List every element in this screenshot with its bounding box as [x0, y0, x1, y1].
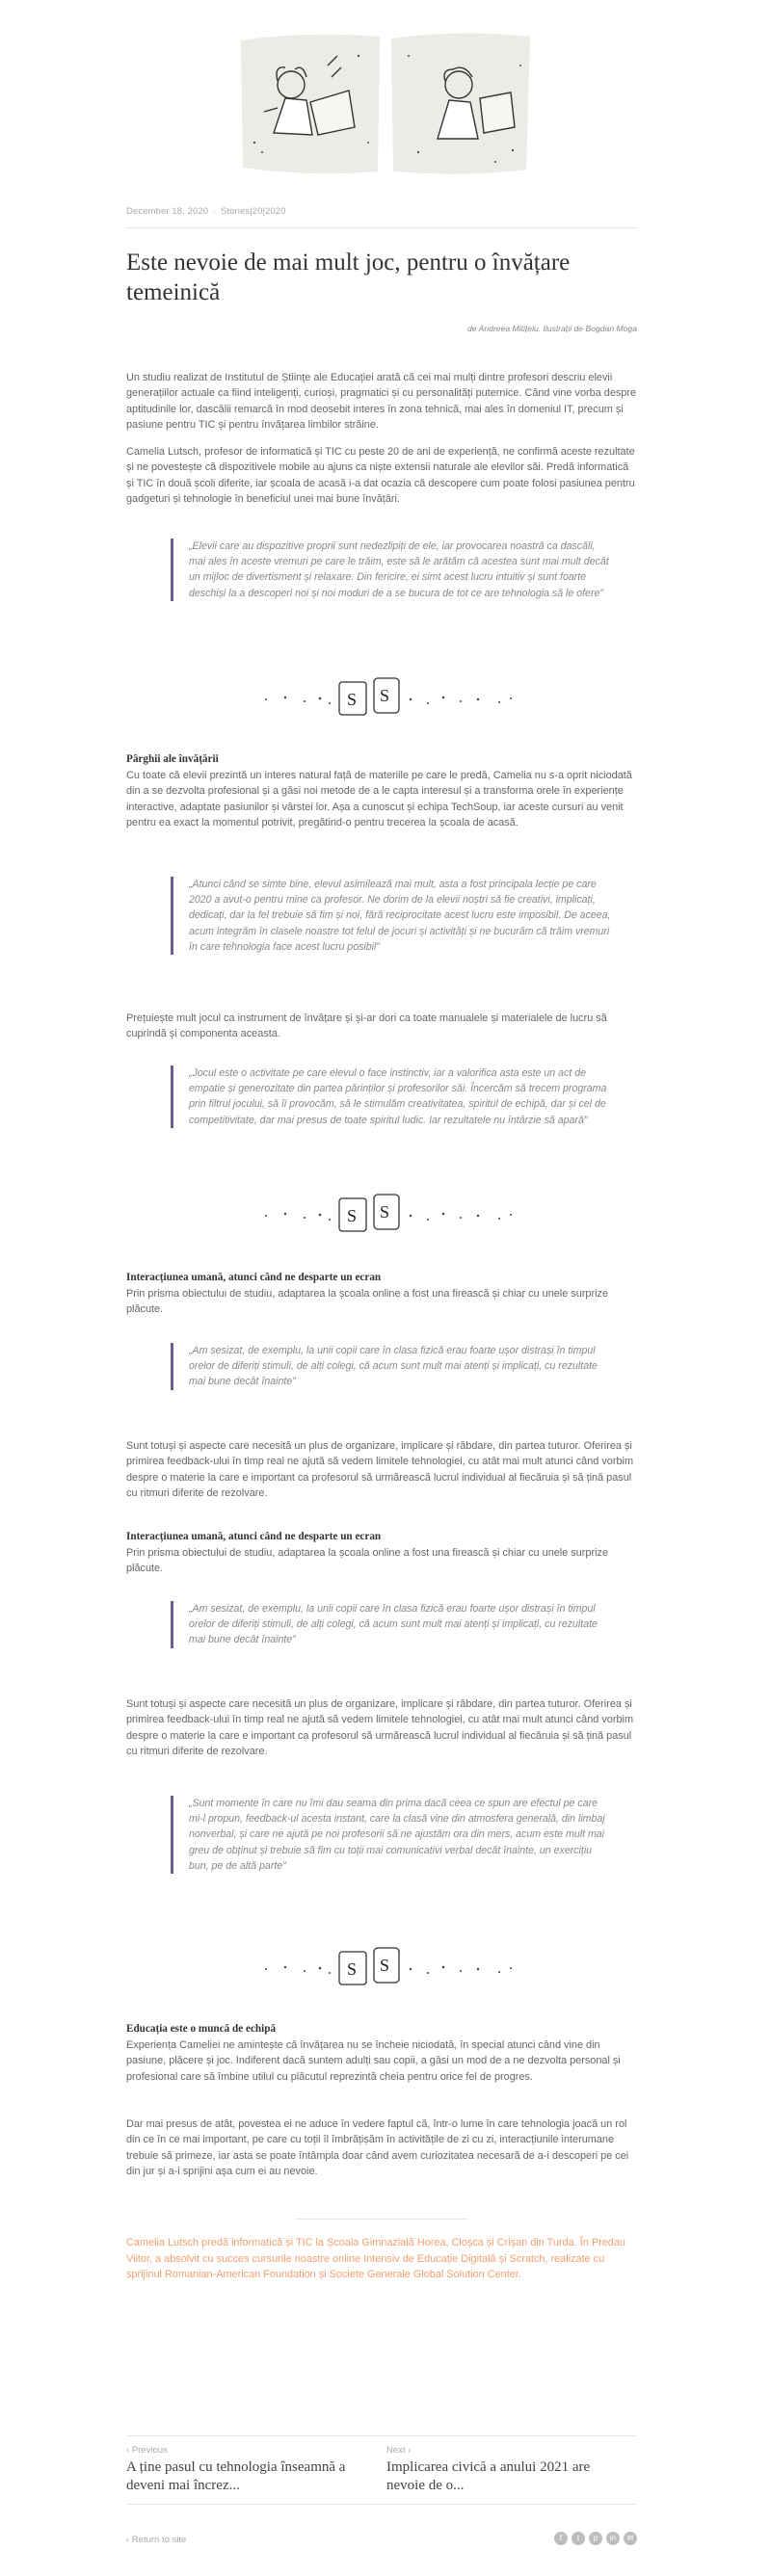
email-icon[interactable]: ✉	[624, 2532, 637, 2545]
divider-line	[295, 2219, 468, 2220]
section-heading: Interacțiunea umană, atunci când ne desparte un ecran	[126, 1272, 382, 1283]
social-links	[554, 2532, 637, 2545]
next-title[interactable]: Implicarea civică a anului 2021 are nevoie de o...	[386, 2459, 591, 2493]
svg-text:S: S	[347, 690, 358, 709]
divider-line	[126, 2435, 637, 2436]
paragraph: Experiența Cameliei ne amintește că învățarea nu se încheie niciodată, în special atunci când vine din pasiune, plăcere și joc. Indiferent dacă suntem adulți sau copii, a găsi un mod de a ne dezvolta personal și profesional care să îmbine utilul cu plăcutul reprezintă cheia pentru orice fel de progres.	[126, 2039, 621, 2083]
meta-separator: ·	[212, 206, 217, 217]
section-heading: Educația este o muncă de echipă	[126, 2023, 277, 2035]
section-heading: Pârghii ale învățării	[126, 753, 219, 765]
paragraph: Sunt totuși și aspecte care necesită un plus de organizare, implicare și răbdare, din partea tuturor. Oferirea și primirea feedback-ului în timp real ne ajută să vedem limitele tehnologiei, cu atât mai mult atunci când vorbim despre o materie la care e important ca profesorul să urmărească lucrul individual al fiecăruia și să țină pasul cu ritmuri diferite de rezolvare.	[126, 1698, 634, 1758]
previous-title[interactable]: A ține pasul cu tehnologia înseamnă a deveni mai încrez...	[126, 2459, 346, 2493]
ornament-divider	[247, 672, 518, 726]
post-date: December 18, 2020	[126, 206, 209, 217]
previous-post-link[interactable]	[126, 2445, 367, 2495]
blockquote: „Sunt momente în care nu îmi dau seama din prima dacă ceea ce spun are efectul pe care mi-l propun, feedback-ul acesta instant, care la clasă vine din atmosfera generală, din limbaj nonverbal, și care ne ajută pe noi profesorii să ne ajustăm ora din mers, acum este mult mai greu de obținut și trebuie să fim cu toții mai comunicativi verbal decât înainte, un exercițiu bun, pe de altă parte”	[171, 1796, 613, 1874]
blockquote: „Jocul este o activitate pe care elevul o face instinctiv, iar a valorifica asta este un act de empatie și generozitate din partea părinților și profesorilor săi. Încercăm să trecem programa prin filtrul jocului, să îi provocăm, să le stimulăm creativitatea, spiritul de echipă, dar și cel de competitivitate, dar mai presus de toate spiritul ludic. Iar rezultatele nu întârzie să apară”	[171, 1065, 613, 1128]
paragraph: Cu toate că elevii prezintă un interes natural față de materiile pe care le predă, Camelia nu s-a oprit niciodată din a se dezvolta profesional și a găsi noi metode de a le capta interesul și a transforma orele în experiențe interactive, adaptate pasiunilor și vârstei lor. Așa a cunoscut și echipa TechSoup, iar aceste cursuri au venit pentru ea exact la momentul potrivit, pregătind-o pentru trecerea la școala de acasă.	[126, 770, 632, 829]
paragraph: Prin prisma obiectului de studiu, adaptarea la școala online a fost una firească și chiar cu unele surprize plăcute.	[126, 1288, 609, 1316]
return-to-site-link[interactable]: ‹ Return to site	[126, 2535, 187, 2545]
author-bio: Camelia Lutsch predă informatică și TIC la Școala Gimnazială Horea, Cloșca și Crișan din Turda. În Predau Viitor, a absolvit cu succes cursurile noastre online Intensiv de Educație Digitală și Scratch, realizate cu sprijinul Romanian-American Foundation și Societe Generale Global Solution Center.	[126, 2237, 625, 2281]
hero-illustration	[235, 27, 536, 179]
blockquote: „Am sesizat, de exemplu, la unii copii care în clasa fizică erau foarte ușor distrași în timpul orelor de diferiți stimuli, de alți colegi, că acum sunt mult mai atenți și implicați, cu rezultate mai bune decât înainte”	[171, 1343, 613, 1390]
svg-text:S: S	[347, 1206, 358, 1225]
paragraph: Un studiu realizat de Institutul de Științe ale Educației arată că cei mai mulți dintre profesori descriu elevii generațiilor actuale ca fiind inteligenți, curioși, pragmatici și cu personalități puternice. Când vine vorba despre aptitudinile lor, dascălii remarcă în mod deosebit interes în zona tehnică, mai ales în domeniul IT, precum și pasiune pentru TIC și pentru învățarea limbilor străine.	[126, 372, 637, 432]
svg-text:S: S	[380, 1956, 390, 1975]
twitter-icon[interactable]: t	[572, 2532, 585, 2545]
ornament-divider	[247, 1189, 518, 1243]
section-heading: Interacțiunea umană, atunci când ne desparte un ecran	[126, 1531, 382, 1542]
svg-text:S: S	[347, 1959, 358, 1979]
next-label: Next ›	[386, 2445, 412, 2456]
paragraph: Sunt totuși și aspecte care necesită un plus de organizare, implicare și răbdare, din partea tuturor. Oferirea și primirea feedback-ului în timp real ne ajută să vedem limitele tehnologiei, cu atât mai mult atunci când vorbim despre o materie la care e important ca profesorul să urmărească lucrul individual al fiecăruia și să țină pasul cu ritmuri diferite de rezolvare.	[126, 1440, 634, 1500]
svg-text:S: S	[380, 1202, 390, 1222]
divider-line	[126, 227, 637, 228]
post-category[interactable]: Stories|20|2020	[220, 206, 286, 217]
divider-line	[126, 2504, 637, 2505]
svg-text:S: S	[380, 686, 390, 705]
previous-label: ‹ Previous	[126, 2445, 168, 2456]
ornament-divider	[247, 1942, 518, 1996]
blockquote: „Am sesizat, de exemplu, la unii copii care în clasa fizică erau foarte ușor distrași în timpul orelor de diferiți stimuli, de alți colegi, că acum sunt mult mai atenți și implicați, cu rezultate mai bune decât înainte”	[171, 1601, 613, 1648]
blockquote: „Elevii care au dispozitive proprii sunt nedezlipiți de ele, iar provocarea noastră ca dascăli, mai ales în aceste vremuri pe care le trăim, este să le arătăm că acestea sunt mai mult decât un mijloc de divertisment și relaxare. Din fericire, ei simt acest lucru intuitiv și sunt foarte deschiși la a descoperi noi și noi moduri de a se bucura de tot ce are tehnologia să le ofere”	[171, 539, 613, 601]
linkedin-icon[interactable]: in	[606, 2532, 620, 2545]
byline: de Andreea Mitițelu. Ilustrații de Bogdan Moga	[467, 324, 637, 333]
pinterest-icon[interactable]: p	[589, 2532, 602, 2545]
post-meta	[126, 206, 286, 217]
blockquote: „Atunci când se simte bine, elevul asimilează mai mult, asta a fost principala lecție pe care 2020 a avut-o pentru mine ca profesor. Ne dorim de la elevii noștri să fie creativi, implicați, dedicați, dar la fel trebuie să fim și noi, fără reciprocitate acest lucru este imposibil. De aceea, acum integrăm în clasele noastre tot felul de jocuri și activități și ne bucurăm că trăim vremuri în care tehnologia face acest lucru posibil”	[171, 877, 613, 955]
paragraph: Prin prisma obiectului de studiu, adaptarea la școala online a fost una firească și chiar cu unele surprize plăcute.	[126, 1547, 609, 1575]
next-post-link[interactable]	[386, 2445, 627, 2495]
paragraph: Dar mai presus de atât, povestea ei ne aduce în vedere faptul că, într-o lume în care tehnologia joacă un rol din ce în ce mai important, pe care cu toții îl îmbrățișăm în activitățile de zi cu zi, interacțiunile interumane trebuie să primeze, iar asta se poate întâmpla doar când avem curiozitatea necesară de a-i descoperi pe cei din jur și a-i sprijini așa cum ei au nevoie.	[126, 2118, 629, 2178]
post-navigation	[126, 2435, 637, 2505]
facebook-icon[interactable]: f	[554, 2532, 568, 2545]
paragraph: Prețuiește mult jocul ca instrument de învățare și și-ar dori ca toate manualele și materialele de lucru să cuprindă și componenta aceasta.	[126, 1012, 607, 1040]
paragraph: Camelia Lutsch, profesor de informatică și TIC cu peste 20 de ani de experiență, ne confirmă aceste rezultate și ne povestește că dispozitivele mobile au ajuns ca niște extensii naturale ale elevilor săi. Predă informatică și TIC în două școli diferite, iar școala de acasă i-a dat ocazia că descopere cum poate folosi pasiunea pentru gadgeturi și tehnologie în beneficiul unei mai bune învățări.	[126, 446, 635, 506]
page-title: Este nevoie de mai mult joc, pentru o învățare temeinică	[126, 250, 571, 305]
